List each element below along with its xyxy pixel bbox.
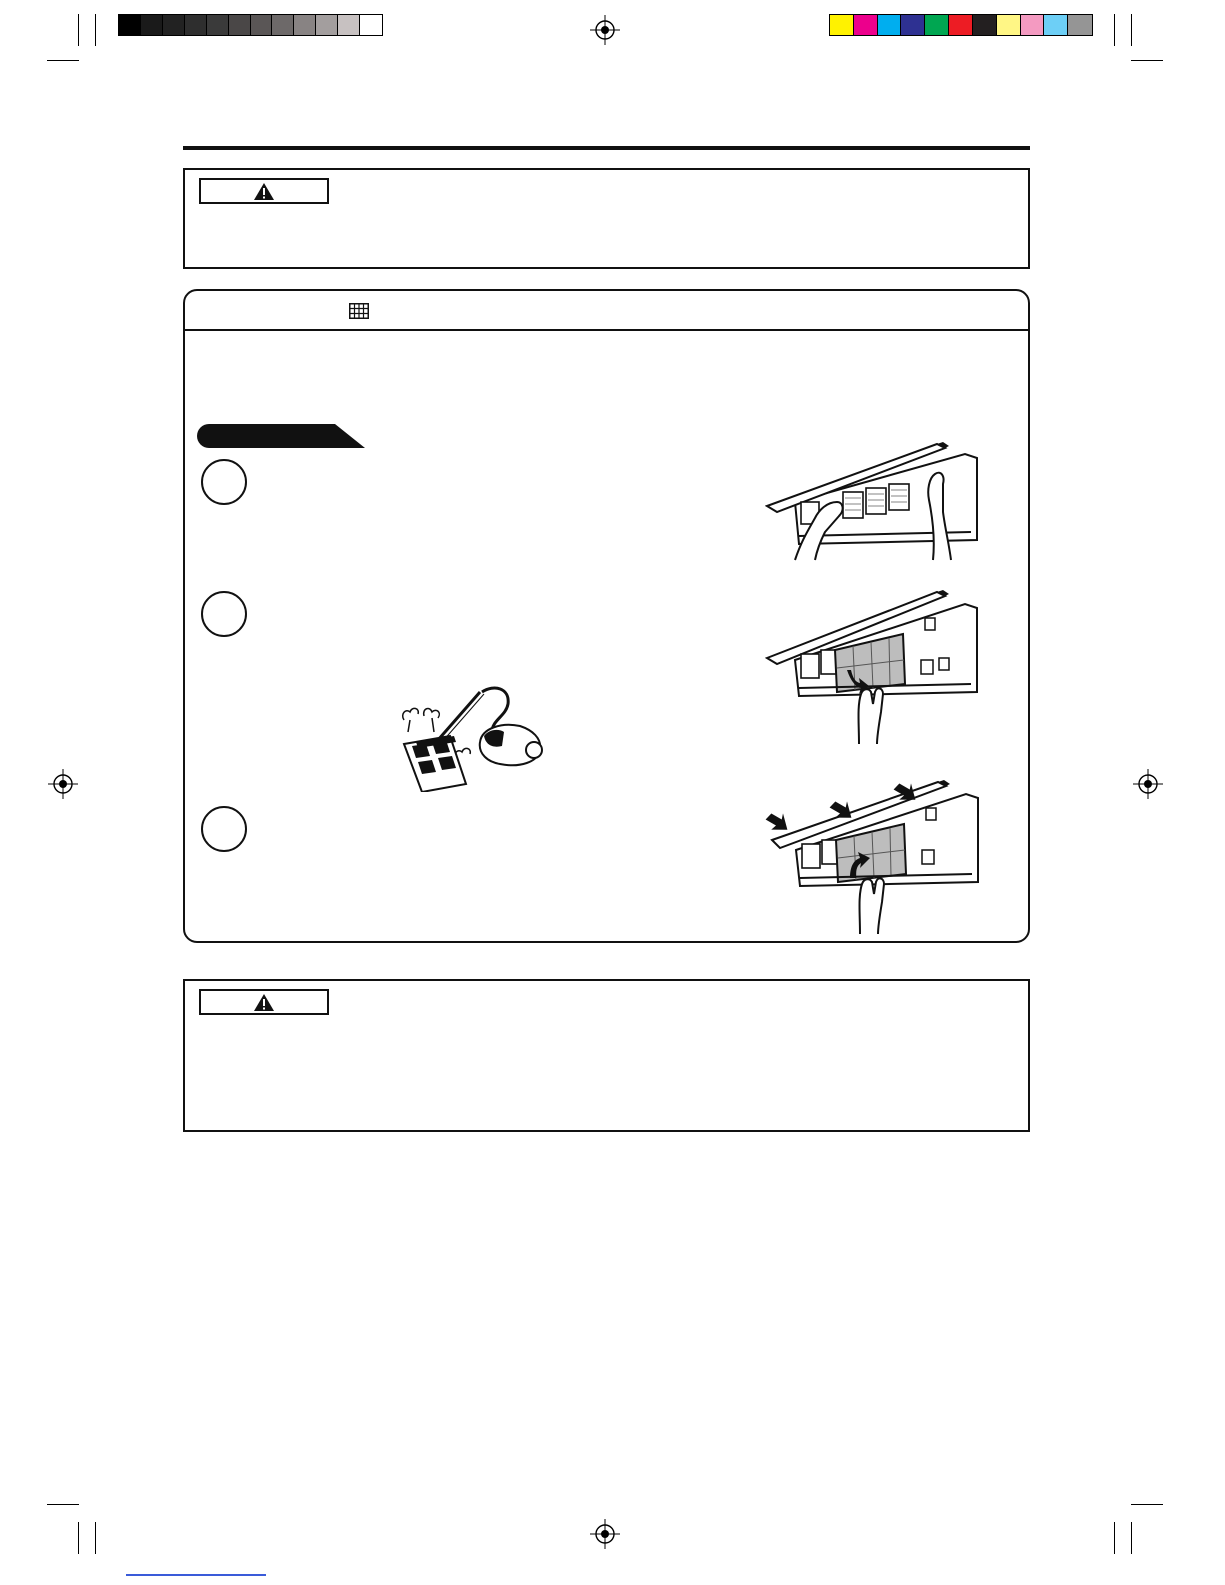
grayscale-swatch [207, 15, 229, 35]
process-color-swatch [1021, 15, 1045, 35]
step-2-circle [201, 591, 247, 637]
warning-triangle-icon [253, 182, 275, 201]
registration-mark-right [1133, 769, 1163, 799]
procedure-tab [197, 424, 365, 448]
grayscale-swatch [229, 15, 251, 35]
process-color-swatch [973, 15, 997, 35]
process-color-swatch [901, 15, 925, 35]
grayscale-swatch [251, 15, 273, 35]
grayscale-swatch [141, 15, 163, 35]
step-3-circle [201, 806, 247, 852]
footer-link-underline [126, 1574, 266, 1576]
grayscale-swatch [360, 15, 382, 35]
section-title-rule [183, 146, 1030, 150]
process-color-swatch [1044, 15, 1068, 35]
step-1-circle [201, 459, 247, 505]
grayscale-swatch [119, 15, 141, 35]
grayscale-color-bar [118, 14, 383, 36]
grayscale-swatch [316, 15, 338, 35]
panel-header [185, 291, 1028, 331]
warning-triangle-icon [253, 993, 275, 1012]
process-color-swatch [830, 15, 854, 35]
process-color-swatch [1068, 15, 1092, 35]
caution-box-bottom [183, 979, 1030, 1132]
registration-mark-top [590, 15, 620, 45]
grayscale-swatch [338, 15, 360, 35]
process-color-swatch [949, 15, 973, 35]
grayscale-swatch [185, 15, 207, 35]
registration-mark-bottom [590, 1519, 620, 1549]
registration-mark-left [48, 769, 78, 799]
process-color-bar [829, 14, 1093, 36]
open-front-panel-illustration [765, 440, 985, 562]
filter-grid-icon [349, 303, 369, 319]
process-color-swatch [997, 15, 1021, 35]
remove-filter-illustration [765, 588, 985, 746]
process-color-swatch [925, 15, 949, 35]
reinstall-filter-illustration [758, 778, 986, 936]
process-color-swatch [878, 15, 902, 35]
process-color-swatch [854, 15, 878, 35]
grayscale-swatch [163, 15, 185, 35]
grayscale-swatch [272, 15, 294, 35]
vacuum-cleaner-illustration [396, 680, 546, 792]
grayscale-swatch [294, 15, 316, 35]
caution-box-top [183, 168, 1030, 269]
caution-label [199, 178, 329, 204]
caution-label [199, 989, 329, 1015]
